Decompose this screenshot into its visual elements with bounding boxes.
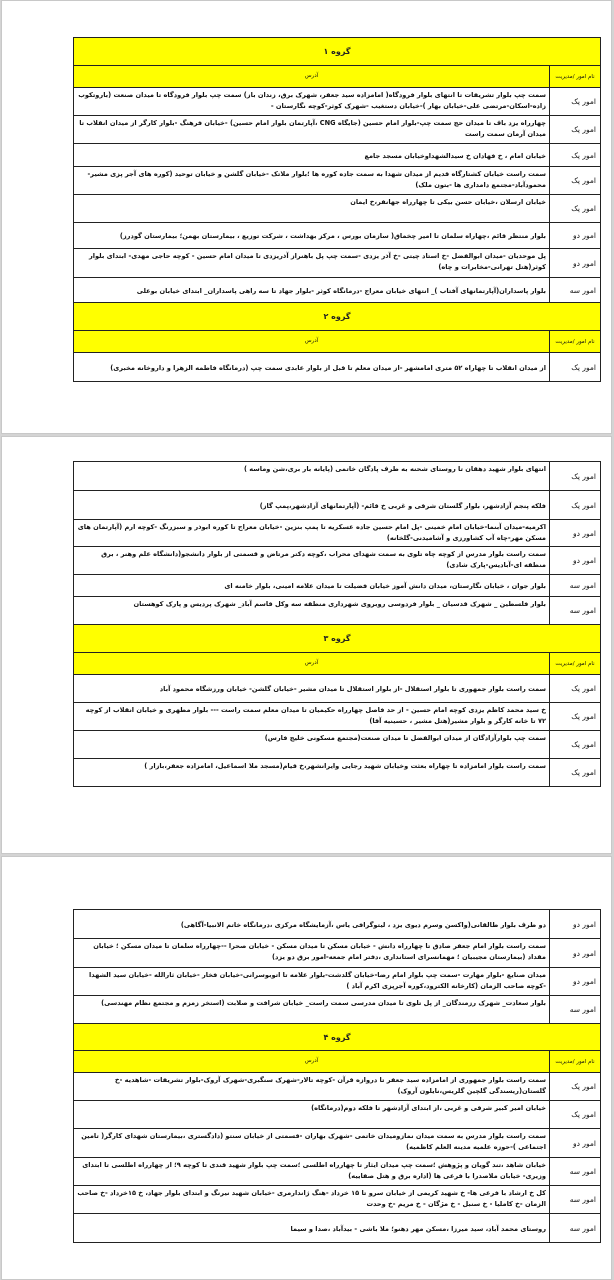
- table-row: [74, 596, 600, 624]
- table-row: [74, 277, 600, 302]
- department-name: امور دو: [549, 547, 600, 574]
- table-row: [74, 87, 600, 115]
- address-cell: بلوار پاسداران(آپارتمانهای آفتاب )_ انتهای خیابان معراج -درمانگاه کوثر -بلوار جهاد تا سه راهی پاسداران_ ابتدای خیابان بوعلی: [136, 286, 546, 295]
- document-page-1: [1, 0, 612, 434]
- group-title: گروه ۴: [323, 1032, 351, 1042]
- table-row: [74, 143, 600, 166]
- table-row: [74, 1072, 600, 1100]
- column-header-row: [74, 1050, 600, 1072]
- address-cell: سمت راست بلوار امام جعفر صادق تا چهارراه دانش - خیابان مسکن تا میدان مسکن - خیابان صحرا --چهارراه سلمان تا میدان مسکن ؛ خیابان مقداد (بیمارستان مجیبیان ؛ مهمانسرای استانداری ،دفتر امام جمعه-امور برق دو یزد): [93, 942, 546, 961]
- department-name: امور یک: [549, 1101, 600, 1128]
- document-page-3: [1, 856, 612, 1280]
- table-row: [74, 490, 600, 519]
- department-name: امور یک: [549, 353, 600, 381]
- column-header-row: [74, 330, 600, 352]
- address-cell: دو طرف بلوار طالقانی(واکسن وسرم دیوی یزد ، لیتوگرافی یاس ،آزمایشگاه مرکزی ،درمانگاه خاتم الانبیا-آگاهی): [180, 920, 546, 929]
- document-page-2: [1, 436, 612, 854]
- address-cell: بلوار فلسطین _ شهرک قدسیان _ بلوار فردوسی روبروی شهرداری منطقه سه وکل قاسم آباد_ شهرک پردیس و پارک کوهستان: [133, 600, 546, 608]
- address-cell: سمت راست بلوار مدرس از کوچه چاه تلوی به سمت شهدای محراب ،کوچه دکتر مرتاض و قسمتی از بلوار دانشجو(دانشگاه علم وهنر ، برق منطقه ای-آبادیس-پارک شادی): [101, 550, 546, 569]
- department-name: امور دو: [549, 910, 600, 938]
- department-name: امور دو: [549, 1129, 600, 1157]
- column-header-name: نام امور /مدیریت: [549, 66, 600, 87]
- department-name: امور سه: [549, 996, 600, 1023]
- group-title: گروه ۲: [323, 312, 351, 321]
- address-cell: بلوار منتظر قائم ،چهاراه سلمان تا امیر چخماق( سازمان بورس ، مرکز بهداشت ، شرکت توزیع ، بیمارستان بهمن؛ بیمارستان گودرز): [119, 232, 546, 240]
- department-name: امور سه: [549, 597, 600, 624]
- column-header-address: آدرس: [74, 66, 549, 87]
- column-header-row: [74, 652, 600, 674]
- department-name: امور دو: [549, 520, 600, 546]
- address-cell: خیابان ارسلان ،خیابان حسن بیکی تا چهارراه جهانفر،خ ایمان: [350, 198, 546, 206]
- department-name: امور دو: [549, 939, 600, 967]
- group-header-2: [74, 302, 600, 330]
- department-name: امور سه: [549, 278, 600, 302]
- table-row: [74, 758, 600, 786]
- table-row: [74, 519, 600, 546]
- address-cell: خیابان امام ، خ فهادان خ سیدالشهداوخیابان مسجد جامع: [364, 151, 546, 160]
- table-row: [74, 730, 600, 758]
- address-cell: چهارراه یزد باف تا میدان حج سمت چپ-بلوار امام حسین (جایگاه CNG ،آپارتمان بلوار امام حسین) -خیابان فرهنگ -بلوار کارگر از میدان انقلاب تا میدان آرمان سمت راست: [79, 119, 546, 138]
- department-name: امور سه: [549, 1214, 600, 1242]
- address-cell: بلوار جوان ، خیابان نگارستان، میدان دانش آموز خیابان فضیلت تا میدان علامه امینی، بلوار خامنه ای: [224, 582, 546, 590]
- group-header-4: [74, 1023, 600, 1050]
- department-name: امور یک: [549, 759, 600, 786]
- table-row: [74, 194, 600, 222]
- address-cell: میدان صنایع -بلوار مهارت -سمت چپ بلوار امام رضا-خیابان گلدشت-بلوار علامه تا اتوبوسرانی-خیابان فخار -خیابان ثارالله -خیابان سید الشهدا -کوچه صاحب الزمان (کارخانه الکترود،کوره آجرپزی اکرم آباد ): [89, 971, 546, 990]
- group-header-1: [74, 38, 600, 65]
- address-cell: از میدان انقلاب تا چهاراه ۵۲ متری امامشهر -از میدان معلم تا قبل از بلوار عابدی سمت چپ (درمانگاه فاطمه الزهرا و داروخانه مخبری): [110, 363, 546, 372]
- table-row: [74, 967, 600, 995]
- address-cell: کل خ ارشاد با فرعی ها- خ شهید کریمی از خیابان سرو تا ۱۵ خرداد -هنگ ژاندارمری -خیابان شهید نیرنگ و ابتدای بلوار جهاد، خ ۱۵خرداد -خ صاحب الزمان -خ کاملیا - خ سنبل - خ مژگان - خ مریم -خ وحدت: [77, 1189, 546, 1208]
- table-row: [74, 574, 600, 596]
- group-title: گروه ۳: [323, 634, 351, 643]
- table-row: [74, 910, 600, 938]
- department-name: امور یک: [549, 675, 600, 702]
- address-cell: سمت چپ بلوار تشریفات تا انتهای بلوار فرودگاه( امامزاده سید جعفر، شهرک برق، زندان باز) سمت چپ بلوار فرودگاه تا میدان صنعت (باروتکوب زاده-اسکان-مرتضی علی-خیابان بهار )-خیابان دستغیب -شهرک کوثر-کوچه نگارستان -: [78, 91, 546, 110]
- department-name: امور یک: [549, 88, 600, 115]
- address-cell: فلکه پنجم آزادشهر، بلوار گلستان شرقی و غربی خ قائم- (آپارتمانهای آزادشهر،پمپ گاز): [259, 501, 546, 510]
- department-name: امور یک: [549, 491, 600, 519]
- table-row: [74, 1185, 600, 1213]
- department-name: امور یک: [549, 703, 600, 730]
- group-title: گروه ۱: [323, 47, 351, 56]
- outage-table-page-1: [73, 37, 601, 382]
- table-row: [74, 115, 600, 143]
- department-name: امور یک: [549, 731, 600, 758]
- address-cell: انتهای بلوار شهید دهقان تا روستای شحنه به طرف پادگان خاتمی (پایانه بار بری،شن وماسه ): [243, 465, 546, 473]
- address-cell: سمت راست بلوار جمهوری تا بلوار استقلال -از بلوار استقلال تا میدان مشیر -خیابان گلشن- خیابان ورزشگاه محمود آباد: [159, 685, 546, 693]
- department-name: امور دو: [549, 223, 600, 248]
- address-cell: سمت راست بلوار جمهوری از امامزاده سید جعفر تا دروازه قرآن -کوچه تالار-شهرک سنگبری-شهرک آروک-بلوار تشریفات -شاهدیه -خ گلستان(ریسندگی گلچین گلریس،نایلون آروک): [114, 1076, 546, 1095]
- column-header-name: نام امور /مدیریت: [549, 331, 600, 352]
- department-name: امور سه: [549, 1186, 600, 1213]
- group-header-3: [74, 624, 600, 652]
- table-row: [74, 352, 600, 381]
- address-cell: سمت چپ بلوارآزادگان از میدان ابوالفضل تا میدان صنعت(مجتمع مسکونی خلیج فارس): [264, 734, 546, 742]
- table-row: [74, 995, 600, 1023]
- column-header-name: نام امور /مدیریت: [549, 653, 600, 674]
- department-name: امور یک: [549, 116, 600, 143]
- address-cell: روستای محمد آباد، سید میرزا ،مسکن مهر دهنو؛ ملا باشی - بیدآباد ،صدا و سیما: [290, 1224, 546, 1233]
- address-cell: خ سید محمد کاظم یزدی کوچه امام حسین - از حد فاصل چهارراه حکیمیان تا میدان معلم سمت راست --- بلوار مطهری و خیابان انقلاب از کوچه ۷۲ تا خانه کارگر و بلوار مشیر(هتل مشیر ، حسینیه آقا): [85, 706, 546, 725]
- table-row: [74, 1213, 600, 1242]
- department-name: امور یک: [549, 195, 600, 222]
- column-header-address: آدرس: [74, 1051, 549, 1072]
- table-row: [74, 166, 600, 194]
- table-row: [74, 222, 600, 248]
- address-cell: سمت راست بلوار امامزاده تا چهاراه بعثت وخیابان شهید رجایی وایرانشهر،خ قیام(مسجد ملا اسماعیل، امامزاده جعفر،بازار ): [144, 762, 546, 770]
- table-row: [74, 674, 600, 702]
- department-name: امور سه: [549, 1158, 600, 1185]
- address-cell: پل موحدیان -میدان ابوالفضل -خ استاد چیتی -خ آذر یزدی -سمت چپ پل باهنراز آذریزدی تا میدان امام حسین - کوچه حاجی مهدی- ابتدای بلوار کوثر(هتل تهرانی-مخابرات و چاه): [88, 252, 546, 271]
- department-name: امور یک: [549, 167, 600, 194]
- table-row: [74, 1128, 600, 1157]
- table-row: [74, 702, 600, 730]
- address-cell: سمت راست خیابان کشتارگاه قدیم از میدان شهدا به سمت جاده کوره ها ؛بلوار ملاتک -خیابان گلشن و خیابان توحید (کوره های آجر پزی مشیر-محمودآباد-مجتمع دامداری ها -بتون ملک): [87, 170, 546, 189]
- table-row: [74, 462, 600, 490]
- address-cell: خیابان شاهد ،تند گویان و پژوهش ؛سمت چپ میدان ایثار تا چهارراه اطلسی ؛سمت چپ بلوار شهید قندی تا کوچه ۹؛ از چهارراه اطلسی تا ابتدای وزیری- خیابان ملاصدرا با فرعی ها (اداره برق و هتل صفاییه): [82, 1161, 546, 1180]
- table-row: [74, 1100, 600, 1128]
- column-header-address: آدرس: [74, 331, 549, 352]
- department-name: امور دو: [549, 968, 600, 995]
- department-name: امور یک: [549, 462, 600, 490]
- table-row: [74, 248, 600, 277]
- outage-table-page-3: [73, 909, 601, 1243]
- address-cell: بلوار سعادت_ شهرک رزمندگان_ از پل تلوی تا میدان مدرسی سمت راست_ خیابان شرافت و صلابت (استخر زمزم و مجتمع نظام مهندسی): [101, 999, 546, 1007]
- address-cell: سمت راست بلوار مدرس به سمت میدان نمازومیدان خاتمی -شهرک بهاران -قسمتی از خیابان سنتو (دادگستری ،بیمارستان شهدای کارگر( تامین اجتماعی )-حوزه علمیه مدینه العلم کاظمیه): [81, 1132, 546, 1151]
- table-row: [74, 938, 600, 967]
- column-header-address: آدرس: [74, 653, 549, 674]
- table-row: [74, 1157, 600, 1185]
- department-name: امور سه: [549, 575, 600, 596]
- address-cell: اکرمیه-میدان آبنما-خیابان امام خمینی -پل امام حسین جاده عسکریه تا پمپ بنزین -خیابان معراج تا کوره ابوذر و سبزرنگ -کوچه ارم (آپارتمان های مسکن مهر-چاه آب کشاورزی و آشامیدنی-گلخانه): [77, 523, 546, 542]
- table-row: [74, 546, 600, 574]
- department-name: امور یک: [549, 1073, 600, 1100]
- address-cell: خیابان امیر کبیر شرقی و غربی ،از ابتدای آزادشهر تا فلکه دوم(درمانگاه): [311, 1104, 546, 1112]
- column-header-row: [74, 65, 600, 87]
- column-header-name: نام امور /مدیریت: [549, 1051, 600, 1072]
- department-name: امور یک: [549, 144, 600, 166]
- outage-table-page-2: [73, 461, 601, 787]
- department-name: امور دو: [549, 249, 600, 277]
